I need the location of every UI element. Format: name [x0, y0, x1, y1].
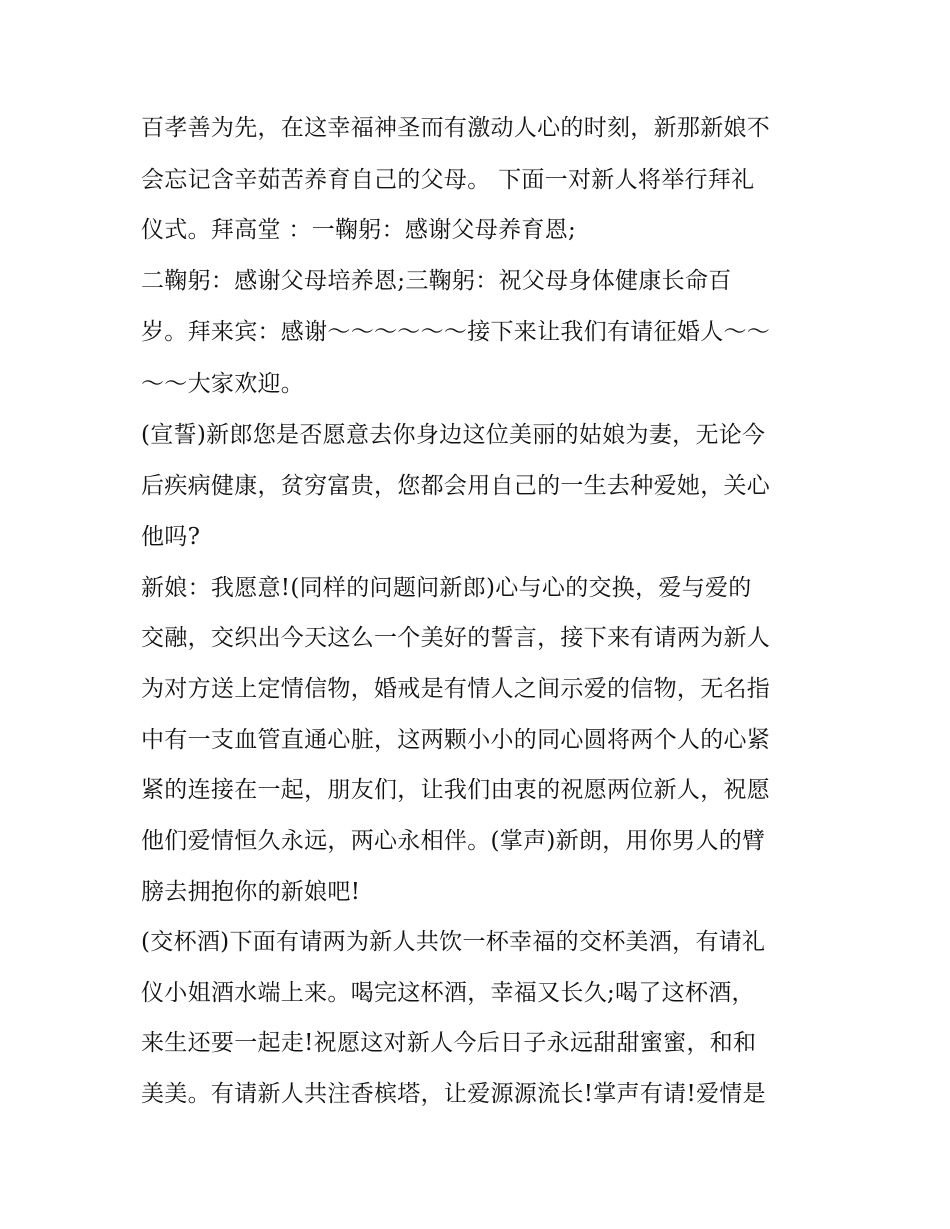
text-line: 后疾病健康，贫穷富贵，您都会用自己的一生去种爱她，关心: [141, 473, 771, 499]
text-line: 二鞠躬：感谢父母培养恩;三鞠躬：祝父母身体健康长命百: [141, 268, 732, 294]
text-line: ～～大家欢迎。: [141, 371, 305, 397]
text-line: 他吗?: [141, 524, 201, 550]
text-line: 百孝善为先，在这幸福神圣而有激动人心的时刻，新那新娘不: [141, 115, 771, 141]
text-line: 岁。拜来宾：感谢～～～～～～接下来让我们有请征婚人～～: [141, 319, 771, 345]
text-line: (宣誓)新郎您是否愿意去你身边这位美丽的姑娘为妻，无论今: [141, 422, 766, 448]
text-line: 仪小姐酒水端上来。喝完这杯酒，幸福又长久;喝了这杯酒，: [141, 980, 755, 1006]
text-line: 膀去拥抱你的新娘吧!: [141, 879, 361, 905]
text-line: 来生还要一起走!祝愿这对新人今后日子永远甜甜蜜蜜，和和: [141, 1030, 757, 1056]
text-line: 仪式。拜高堂 ：一鞠躬：感谢父母养育恩;: [141, 217, 577, 243]
text-line: 为对方送上定情信物，婚戒是有情人之间示爱的信物，无名指: [141, 676, 771, 702]
text-line: 紧的连接在一起，朋友们，让我们由衷的祝愿两位新人，祝愿: [141, 777, 771, 803]
text-line: 交融，交织出今天这么一个美好的誓言，接下来有请两为新人: [141, 625, 771, 651]
text-line: 他们爱情恒久永远，两心永相伴。(掌声)新朗，用你男人的臂: [141, 828, 766, 854]
text-line: 新娘：我愿意!(同样的问题问新郎)心与心的交换，爱与爱的: [141, 575, 752, 601]
text-line: 美美。有请新人共注香槟塔，让爱源源流长!掌声有请!爱情是: [141, 1081, 766, 1107]
text-line: 中有一支血管直通心脏，这两颗小小的同心圆将两个人的心紧: [141, 727, 771, 753]
text-line: (交杯酒)下面有请两为新人共饮一杯幸福的交杯美酒，有请礼: [141, 929, 766, 955]
text-line: 会忘记含辛茹苦养育自己的父母。 下面一对新人将举行拜礼: [141, 167, 755, 193]
